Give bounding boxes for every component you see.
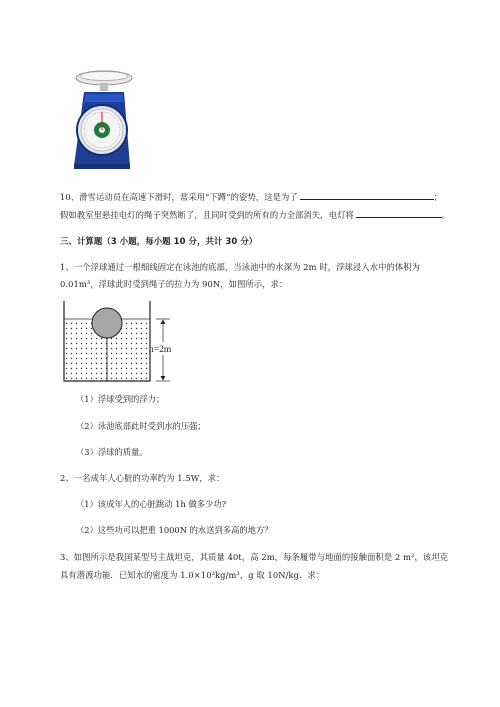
p2-sub-1: （1）该成年人的心脏跳动 1h 做多少功?: [76, 499, 227, 509]
q10-text-a-end: ；: [433, 192, 443, 202]
p2-line-1: 2、一名成年人心脏的功率约为 1.5W，求：: [60, 473, 225, 483]
float-ball: [92, 308, 122, 338]
q10-text-b-end: 。: [441, 210, 451, 220]
section-heading: 三、计算题（3 小题，每小题 10 分，共计 30 分）: [60, 236, 258, 246]
p1-sub-1: （1）浮球受到的浮力；: [76, 394, 165, 404]
kitchen-scale-image: [72, 66, 142, 170]
p1-line-2: 0.01m³，浮球此时受到绳子的拉力为 90N，如图所示，求：: [60, 279, 288, 289]
p2-sub-2: （2）这些功可以把重 1000N 的水送到多高的地方？: [76, 525, 273, 535]
q10-text-a: 10、滑雪运动员在高速下滑时，常采用“下蹲”的姿势，这是为了: [60, 192, 298, 202]
p3-line-1: 3、如图所示是我国某型号主战坦克，其质量 40t，高 2m，每条履带与地面的接触面积是 2 m²，该坦克: [60, 552, 449, 562]
p1-line-1: 1、一个浮球通过一根细线固定在泳池的底部，当泳池中的水深为 2m 时，浮球浸入水中的体积为: [60, 262, 421, 272]
p3-line-2: 具有潜渡功能．已知水的密度为 1.0×10³kg/m³，g 取 10N/kg．求：: [60, 570, 325, 580]
q10-line-2: [60, 208, 450, 221]
pool-figure: [60, 297, 210, 383]
q10-line-1: [60, 190, 442, 203]
p1-sub-2: （2）泳池底部此时受到水的压强；: [76, 421, 206, 431]
p1-sub-3: （3）浮球的质量。: [76, 447, 148, 457]
q10-answer-blank-1[interactable]: [300, 190, 434, 200]
depth-label: h=2m: [149, 345, 172, 355]
q10-answer-blank-2[interactable]: [356, 208, 442, 218]
q10-text-b: 假如教室里悬挂电灯的绳子突然断了，且同时受到的所有的力全部消失，电灯将: [60, 210, 354, 220]
